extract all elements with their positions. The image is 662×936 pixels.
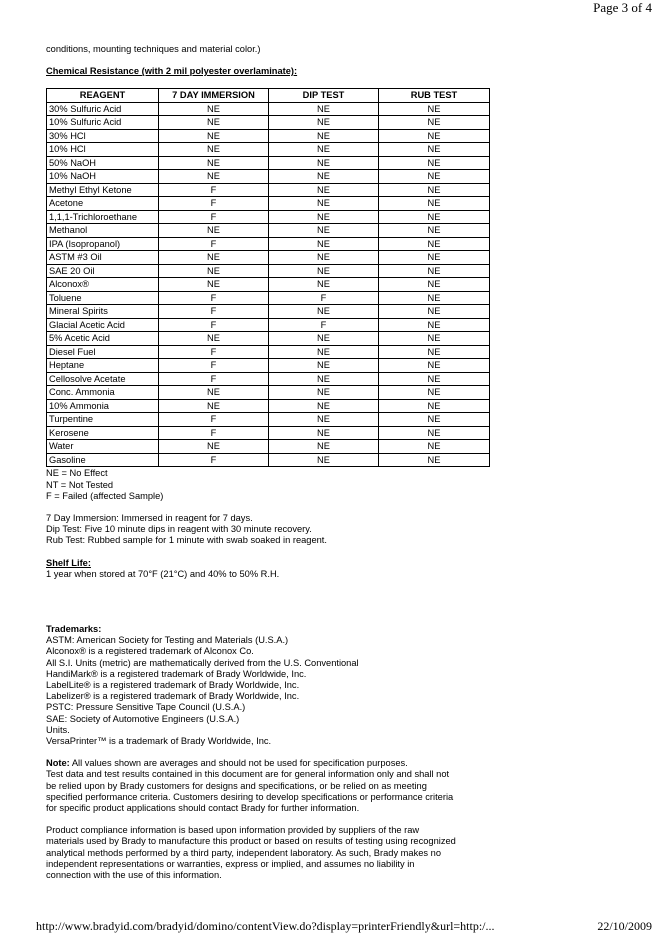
trademark-line: VersaPrinter™ is a trademark of Brady Worldwide, Inc. xyxy=(46,736,272,747)
col-header-reagent: REAGENT xyxy=(47,89,159,103)
reagent-cell: IPA (Isopropanol) xyxy=(47,237,159,251)
result-cell: NE xyxy=(159,399,269,413)
table-row xyxy=(47,156,490,170)
reagent-cell: SAE 20 Oil xyxy=(47,264,159,278)
trademark-line: Alconox® is a registered trademark of Alconox Co. xyxy=(46,646,254,657)
result-cell: F xyxy=(159,426,269,440)
result-cell: NE xyxy=(269,143,379,157)
col-header-rub-test: RUB TEST xyxy=(379,89,490,103)
table-row xyxy=(47,129,490,143)
result-cell: NE xyxy=(379,372,490,386)
footer-date: 22/10/2009 xyxy=(597,919,652,933)
compliance-line: independent representations or warranties, express or implied, and assumes no liability in xyxy=(46,858,415,869)
result-cell: F xyxy=(159,453,269,467)
reagent-cell: 10% Ammonia xyxy=(47,399,159,413)
result-cell: NE xyxy=(159,102,269,116)
trademark-line: Labelizer® is a registered trademark of Brady Worldwide, Inc. xyxy=(46,691,300,702)
result-cell: F xyxy=(269,291,379,305)
result-cell: NE xyxy=(269,413,379,427)
result-cell: NE xyxy=(379,197,490,211)
result-cell: NE xyxy=(159,278,269,292)
result-cell: NE xyxy=(269,453,379,467)
table-row xyxy=(47,170,490,184)
reagent-cell: Gasoline xyxy=(47,453,159,467)
result-cell: NE xyxy=(269,116,379,130)
result-cell: F xyxy=(159,183,269,197)
reagent-cell: Conc. Ammonia xyxy=(47,386,159,400)
reagent-cell: Methanol xyxy=(47,224,159,238)
reagent-cell: Alconox® xyxy=(47,278,159,292)
reagent-cell: Mineral Spirits xyxy=(47,305,159,319)
trademark-line: PSTC: Pressure Sensitive Tape Council (U.S.A.) xyxy=(46,702,246,713)
shelf-life-heading: Shelf Life: xyxy=(46,557,91,568)
result-cell: NE xyxy=(159,143,269,157)
result-cell: NE xyxy=(379,224,490,238)
reagent-cell: Methyl Ethyl Ketone xyxy=(47,183,159,197)
result-cell: NE xyxy=(379,278,490,292)
chemical-resistance-heading: Chemical Resistance (with 2 mil polyester overlaminate): xyxy=(46,66,298,77)
result-cell: NE xyxy=(269,251,379,265)
reagent-cell: Kerosene xyxy=(47,426,159,440)
table-row xyxy=(47,426,490,440)
table-row xyxy=(47,143,490,157)
footer-url: http://www.bradyid.com/bradyid/domino/contentView.do?display=printerFriendly&url=http:/... xyxy=(36,919,495,933)
result-cell: F xyxy=(159,372,269,386)
reagent-cell: Turpentine xyxy=(47,413,159,427)
reagent-cell: 10% NaOH xyxy=(47,170,159,184)
trademark-line: SAE: Society of Automotive Engineers (U.S.A.) xyxy=(46,713,240,724)
result-cell: NE xyxy=(159,386,269,400)
note-line: be relied upon by Brady customers for designs and specifications, or be relied on as meeting xyxy=(46,780,427,791)
result-cell: F xyxy=(159,291,269,305)
table-row xyxy=(47,345,490,359)
table-row xyxy=(47,291,490,305)
table-row xyxy=(47,440,490,454)
shelf-life-text: 1 year when stored at 70°F (21°C) and 40% to 50% R.H. xyxy=(46,568,280,579)
reagent-cell: Water xyxy=(47,440,159,454)
result-cell: NE xyxy=(269,386,379,400)
reagent-cell: 10% HCl xyxy=(47,143,159,157)
table-row xyxy=(47,116,490,130)
legend-line: NT = Not Tested xyxy=(46,479,114,490)
result-cell: NE xyxy=(269,264,379,278)
table-row xyxy=(47,264,490,278)
result-cell: NE xyxy=(269,345,379,359)
result-cell: NE xyxy=(379,440,490,454)
table-row xyxy=(47,413,490,427)
table-row xyxy=(47,197,490,211)
result-cell: NE xyxy=(379,183,490,197)
page-number: Page 3 of 4 xyxy=(593,0,652,15)
trademark-line: Units. xyxy=(46,724,70,735)
reagent-cell: ASTM #3 Oil xyxy=(47,251,159,265)
note-label: Note: xyxy=(46,758,70,769)
compliance-line: Product compliance information is based upon information provided by suppliers of the raw xyxy=(46,825,420,836)
result-cell: NE xyxy=(379,359,490,373)
reagent-cell: 30% Sulfuric Acid xyxy=(47,102,159,116)
result-cell: NE xyxy=(159,440,269,454)
test-description: 7 Day Immersion: Immersed in reagent for 7 days. xyxy=(46,513,253,524)
reagent-cell: 50% NaOH xyxy=(47,156,159,170)
result-cell: F xyxy=(159,305,269,319)
result-cell: F xyxy=(269,318,379,332)
result-cell: NE xyxy=(269,197,379,211)
table-row xyxy=(47,359,490,373)
result-cell: NE xyxy=(379,305,490,319)
table-body xyxy=(47,102,490,467)
result-cell: NE xyxy=(159,129,269,143)
note-line: specified performance criteria. Customers desiring to develop specifications or performance criteria xyxy=(46,791,454,802)
result-cell: NE xyxy=(379,237,490,251)
result-cell: NE xyxy=(269,170,379,184)
result-cell: NE xyxy=(269,210,379,224)
result-cell: NE xyxy=(269,305,379,319)
result-cell: NE xyxy=(379,251,490,265)
legend-line: NE = No Effect xyxy=(46,468,108,479)
legend-line: F = Failed (affected Sample) xyxy=(46,490,164,501)
reagent-cell: 5% Acetic Acid xyxy=(47,332,159,346)
result-cell: NE xyxy=(269,372,379,386)
test-description: Rub Test: Rubbed sample for 1 minute with swab soaked in reagent. xyxy=(46,535,327,546)
table-row xyxy=(47,453,490,467)
trademarks-heading: Trademarks: xyxy=(46,624,102,635)
document-body xyxy=(46,44,496,881)
table-header-row xyxy=(47,89,490,103)
result-cell: NE xyxy=(379,426,490,440)
intro-fragment: conditions, mounting techniques and material color.) xyxy=(46,44,261,54)
trademark-line: LabelLite® is a registered trademark of Brady Worldwide, Inc. xyxy=(46,680,300,691)
table-row xyxy=(47,305,490,319)
result-cell: NE xyxy=(159,116,269,130)
result-cell: NE xyxy=(379,386,490,400)
result-cell: NE xyxy=(269,237,379,251)
result-cell: NE xyxy=(379,116,490,130)
reagent-cell: 1,1,1-Trichloroethane xyxy=(47,210,159,224)
reagent-cell: 10% Sulfuric Acid xyxy=(47,116,159,130)
result-cell: F xyxy=(159,237,269,251)
note-first-line xyxy=(46,758,496,769)
result-cell: NE xyxy=(269,399,379,413)
result-cell: NE xyxy=(379,413,490,427)
test-description: Dip Test: Five 10 minute dips in reagent with 30 minute recovery. xyxy=(46,524,312,535)
result-cell: NE xyxy=(379,170,490,184)
table-row xyxy=(47,332,490,346)
result-cell: NE xyxy=(269,332,379,346)
chemical-resistance-table xyxy=(46,88,490,467)
reagent-cell: Heptane xyxy=(47,359,159,373)
table-row xyxy=(47,318,490,332)
result-cell: NE xyxy=(379,399,490,413)
result-cell: NE xyxy=(379,264,490,278)
table-row xyxy=(47,102,490,116)
table-row xyxy=(47,210,490,224)
result-cell: NE xyxy=(379,332,490,346)
result-cell: NE xyxy=(159,170,269,184)
result-cell: F xyxy=(159,413,269,427)
table-row xyxy=(47,251,490,265)
table-row xyxy=(47,224,490,238)
result-cell: F xyxy=(159,318,269,332)
result-cell: NE xyxy=(159,264,269,278)
result-cell: NE xyxy=(379,129,490,143)
result-cell: NE xyxy=(269,156,379,170)
result-cell: NE xyxy=(159,332,269,346)
table-row xyxy=(47,183,490,197)
trademark-line: All S.I. Units (metric) are mathematically derived from the U.S. Conventional xyxy=(46,657,359,668)
result-cell: F xyxy=(159,197,269,211)
note-text: All values shown are averages and should not be used for specification purposes. xyxy=(69,758,408,769)
result-cell: NE xyxy=(269,129,379,143)
result-cell: F xyxy=(159,210,269,224)
result-cell: F xyxy=(159,359,269,373)
result-cell: NE xyxy=(379,453,490,467)
result-cell: NE xyxy=(269,102,379,116)
note-line: Test data and test results contained in this document are for general information only and shall not xyxy=(46,769,450,780)
col-header-immersion: 7 DAY IMMERSION xyxy=(159,89,269,103)
result-cell: NE xyxy=(159,251,269,265)
compliance-line: connection with the use of this information. xyxy=(46,870,222,881)
result-cell: NE xyxy=(159,156,269,170)
result-cell: NE xyxy=(269,359,379,373)
result-cell: NE xyxy=(379,156,490,170)
result-cell: NE xyxy=(269,183,379,197)
result-cell: F xyxy=(159,345,269,359)
compliance-line: analytical methods performed by a third party, independent laboratory. As such, Brady makes no xyxy=(46,847,441,858)
reagent-cell: 30% HCl xyxy=(47,129,159,143)
result-cell: NE xyxy=(269,440,379,454)
col-header-dip-test: DIP TEST xyxy=(269,89,379,103)
table-row xyxy=(47,386,490,400)
result-cell: NE xyxy=(269,278,379,292)
table-row xyxy=(47,372,490,386)
trademark-line: HandiMark® is a registered trademark of Brady Worldwide, Inc. xyxy=(46,668,307,679)
compliance-line: materials used by Brady to manufacture this product or based on results of testing using recognized xyxy=(46,836,456,847)
reagent-cell: Glacial Acetic Acid xyxy=(47,318,159,332)
result-cell: NE xyxy=(379,102,490,116)
reagent-cell: Toluene xyxy=(47,291,159,305)
reagent-cell: Diesel Fuel xyxy=(47,345,159,359)
result-cell: NE xyxy=(269,224,379,238)
result-cell: NE xyxy=(379,345,490,359)
result-cell: NE xyxy=(159,224,269,238)
result-cell: NE xyxy=(379,291,490,305)
table-row xyxy=(47,237,490,251)
result-cell: NE xyxy=(379,318,490,332)
table-row xyxy=(47,399,490,413)
result-cell: NE xyxy=(379,210,490,224)
trademark-line: ASTM: American Society for Testing and Materials (U.S.A.) xyxy=(46,635,289,646)
reagent-cell: Cellosolve Acetate xyxy=(47,372,159,386)
result-cell: NE xyxy=(379,143,490,157)
table-row xyxy=(47,278,490,292)
result-cell: NE xyxy=(269,426,379,440)
reagent-cell: Acetone xyxy=(47,197,159,211)
note-line: for specific product applications should contact Brady for further information. xyxy=(46,803,360,814)
